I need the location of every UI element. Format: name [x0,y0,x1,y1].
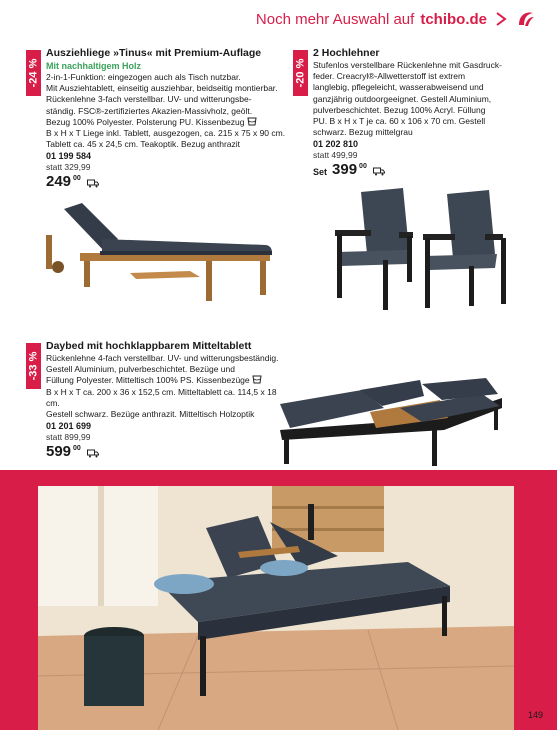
discount-badge: -24 % [26,50,41,96]
product-block-daybed [46,340,286,460]
washing-icon [247,117,257,126]
product-title: 2 Hochlehner [313,47,380,59]
chevron-right-icon [493,11,509,27]
price: Set 399 00 [313,161,528,178]
product-title: Ausziehliege »Tinus« mit Premium-Auflage [46,47,262,59]
discount-badge: -20 % [293,50,308,96]
product-image-daybed [272,378,507,470]
page-number: 149 [527,710,543,720]
lifestyle-photo [38,486,514,730]
product-block-chairs [313,47,528,178]
delivery-truck-icon [87,449,99,458]
old-price: statt 499,99 [313,150,358,161]
header-text: Noch mehr Auswahl auf [255,10,415,28]
header-link[interactable] [256,8,537,30]
delivery-truck-icon [87,179,99,188]
product-description: Stufenlos verstellbare Rückenlehne mit Gasdruck- feder. Creacryl®-Allwetterstoff ist extrem langlebig, pflegeleicht, wasserabweisend und ganzjährig outdoorgeeignet. Gestell Aluminium, pulverbeschichtet. Bezug 100% Acryl. Füllung PU. B x H x T je ca. 60 x 106 x 70 cm. Gestell schwarz. Bezug mittelgrau [313,60,502,138]
old-price: statt 329,99 [46,162,91,173]
discount-badge: -33 % [26,343,41,389]
old-price: statt 899,99 [46,432,91,443]
delivery-truck-icon [373,167,385,176]
tchibo-logo-icon [515,8,537,30]
washing-icon [252,375,262,384]
header-brand: tchibo.de [420,10,487,28]
price: 599 00 [46,443,286,460]
article-number: 01 201 699 [46,421,92,432]
product-description: 2-in-1-Funktion: eingezogen auch als Tisch nutzbar. Mit Ausziehtablett, einseitig ausziehbar, beidseitig montierbar. Rückenlehne 3-fach verstellbar. UV- und witterungsbe- ständig. FSC®-zertifiziertes Akazien-Massivholz, geölt. Bezug 100% Polyester. Polsterung PU. Kissenbezug B x H x T Liege inkl. Tablett, ausgezogen, ca. 215 x 75 x 90 cm. Tablett ca. 45 x 24,5 cm. Teakoptik. Bezug anthrazit [46,72,286,150]
product-image-lounger [40,195,280,313]
product-block-lounger [46,47,286,190]
article-number: 01 199 584 [46,151,92,162]
product-subtitle: Mit nachhaltigem Holz [46,61,142,71]
product-title: Daybed mit hochklappbarem Mitteltablett [46,340,252,352]
article-number: 01 202 810 [313,139,359,150]
product-image-chairs [325,180,525,315]
price: 249 00 [46,173,286,190]
product-description: Rückenlehne 4-fach verstellbar. UV- und witterungsbeständig. Gestell Aluminium, pulverbeschichtet. Bezüge und Füllung Polyester. Mitteltisch 100% PS. Kissenbezüge B x H x T ca. 200 x 36 x 152,5 cm. Mitteltablett ca. 114,5 x 18 cm. Gestell schwarz. Bezüge anthrazit. Mitteltisch Holzoptik [46,353,279,420]
